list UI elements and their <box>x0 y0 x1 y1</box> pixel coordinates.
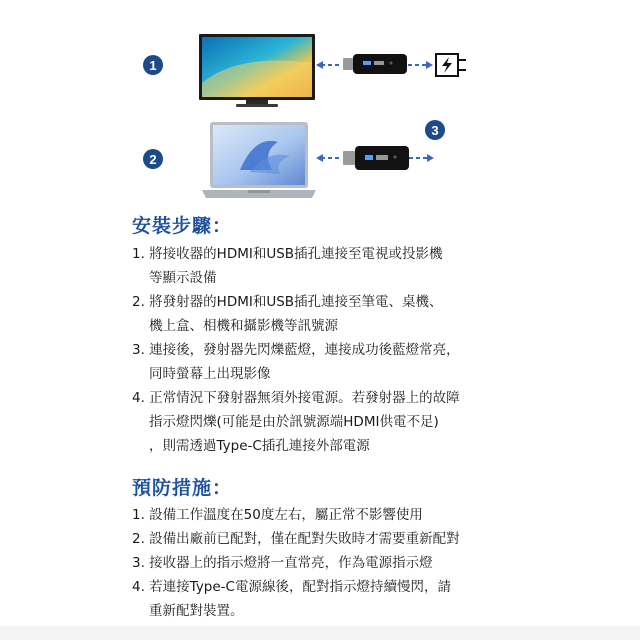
list-item-continuation: 重新配對裝置。 <box>149 603 244 619</box>
list-item <box>132 242 512 290</box>
list-item-continuation: 等顯示設備 <box>149 270 217 286</box>
list-item <box>132 386 512 458</box>
step-badge-1: 1 <box>143 55 163 75</box>
list-item <box>132 575 512 623</box>
list-item <box>132 527 512 551</box>
precautions-heading: 預防措施： <box>132 477 233 499</box>
list-item-text: 2. 將發射器的HDMI和USB插孔連接至筆電、桌機、 <box>132 294 443 310</box>
list-item-text: 3. 連接後，發射器先閃爍藍燈，連接成功後藍燈常亮， <box>132 342 460 358</box>
receiver-dongle-icon <box>343 53 407 75</box>
list-item-continuation: 機上盒、相機和攝影機等訊號源 <box>149 318 338 334</box>
arrow-right-icon-2 <box>408 153 434 163</box>
arrow-left-icon-2 <box>316 153 342 163</box>
transmitter-dongle-icon <box>343 144 409 172</box>
precautions-list <box>132 503 512 623</box>
step-badge-3: 3 <box>425 120 445 140</box>
list-item-text: 1. 設備工作溫度在50度左右，屬正常不影響使用 <box>132 507 423 523</box>
list-item-text: 1. 將接收器的HDMI和USB插孔連接至電視或投影機 <box>132 246 443 262</box>
list-item-continuation: ，則需透過Type-C插孔連接外部電源 <box>149 438 370 454</box>
install-steps-list <box>132 242 512 458</box>
list-item <box>132 290 512 338</box>
list-item <box>132 551 512 575</box>
laptop-illustration <box>200 120 318 202</box>
power-plug-icon <box>434 51 468 79</box>
step-badge-2: 2 <box>143 149 163 169</box>
bottom-divider <box>0 626 640 640</box>
list-item-continuation: 指示燈閃爍(可能是由於訊號源端HDMI供電不足) <box>149 414 439 430</box>
list-item <box>132 503 512 527</box>
list-item-text: 2. 設備出廠前已配對，僅在配對失敗時才需要重新配對 <box>132 531 460 547</box>
install-heading: 安裝步驟： <box>132 215 233 237</box>
arrow-left-icon <box>316 60 342 70</box>
list-item-text: 4. 正常情況下發射器無須外接電源。若發射器上的故障 <box>132 390 460 406</box>
tv-illustration <box>198 33 316 109</box>
list-item <box>132 338 512 386</box>
arrow-right-icon <box>407 60 433 70</box>
list-item-continuation: 同時螢幕上出現影像 <box>149 366 271 382</box>
list-item-text: 4. 若連接Type-C電源線後，配對指示燈持續慢閃，請 <box>132 579 451 595</box>
list-item-text: 3. 接收器上的指示燈將一直常亮，作為電源指示燈 <box>132 555 433 571</box>
